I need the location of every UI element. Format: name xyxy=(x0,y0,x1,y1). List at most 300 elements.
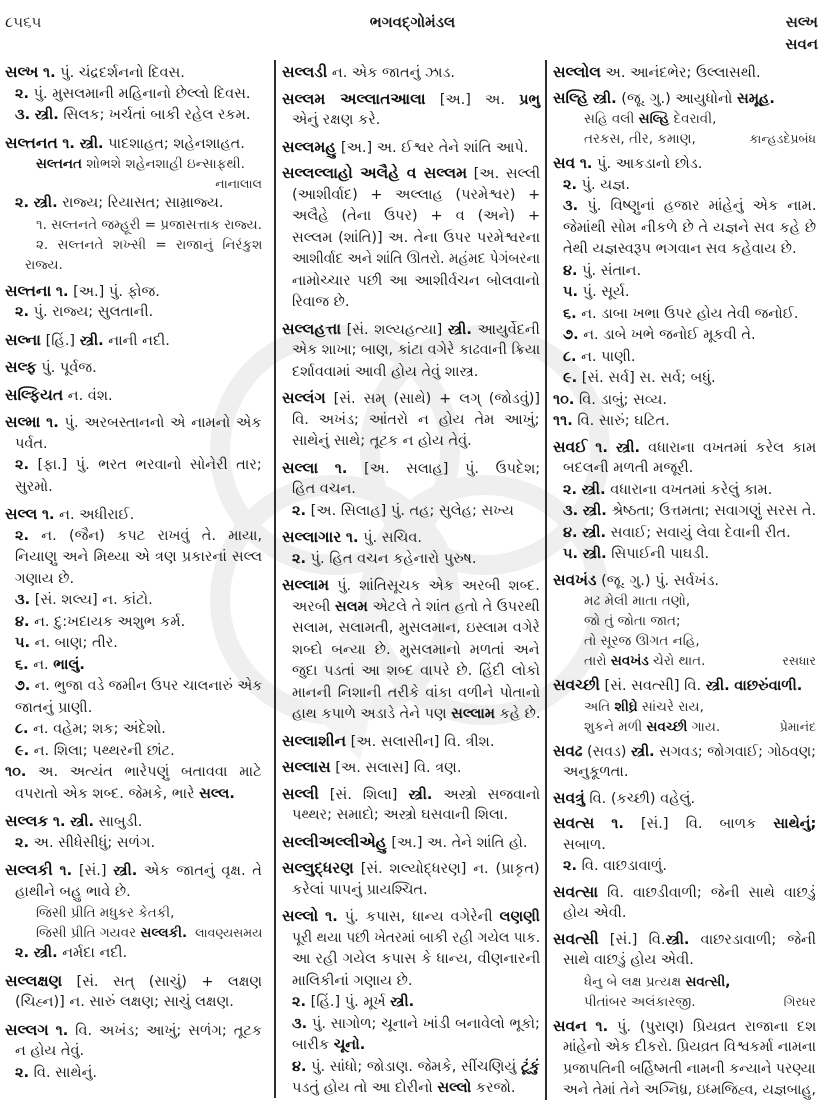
line-text xyxy=(282,527,422,550)
dictionary-entry xyxy=(282,784,540,827)
bold-text: સ્ત્રી. xyxy=(33,945,58,961)
text: જિસી પ્રીતિ ગયવર xyxy=(36,925,141,941)
line-text xyxy=(282,832,527,855)
text: ન. xyxy=(28,656,54,673)
line-text xyxy=(15,526,262,548)
line-text xyxy=(292,228,540,250)
bold-text: ૯. xyxy=(563,370,578,386)
sense-line xyxy=(5,676,262,698)
line-text xyxy=(292,362,478,384)
bold-text: સ્ત્રી. xyxy=(582,524,607,541)
text: સાબુડી. xyxy=(94,814,143,830)
text: દેવરાવી, xyxy=(669,111,717,127)
text: [અ.] અ. તેને શાંતિ હો. xyxy=(391,834,528,851)
column-divider xyxy=(274,60,276,1098)
entry-headline xyxy=(282,784,540,806)
quotation-line xyxy=(553,651,816,671)
headword: સલ્લી xyxy=(282,784,319,803)
text: [અ. સલાસ] વિ. ત્રણ. xyxy=(335,760,462,776)
bold-text: સ્ત્રી. xyxy=(631,743,655,760)
bold-text: ૨. xyxy=(15,85,30,102)
line-text xyxy=(563,304,799,326)
dictionary-entry xyxy=(5,860,262,965)
quotation-line xyxy=(5,903,262,923)
continuation-line xyxy=(5,434,262,456)
line-text xyxy=(15,105,251,127)
line-text xyxy=(553,62,761,85)
line-text xyxy=(292,1014,540,1036)
bold-text: ૨. xyxy=(15,304,30,320)
dictionary-entry xyxy=(553,88,816,150)
text: અને તેમાં તેને અગ્નિધ્ર, ઇધ્મજિહ્વ, યજ્ઞબાહુ, xyxy=(563,1082,816,1098)
dictionary-entry xyxy=(5,1020,262,1085)
quotation-line xyxy=(553,611,816,631)
dictionary-entry xyxy=(553,153,816,433)
entry-headline xyxy=(282,832,540,854)
headword: સલ્લાસ xyxy=(282,758,331,776)
bold-text: સવખંડ xyxy=(610,653,649,669)
bold-text: ૪. xyxy=(563,262,578,279)
line-text xyxy=(563,856,667,878)
text: પું. હિત વચન કહેનારો પુરુષ. xyxy=(306,550,477,567)
bold-text: સ્ત્રી. xyxy=(582,503,607,519)
continuation-line xyxy=(282,704,540,726)
continuation-line xyxy=(282,661,540,683)
line-text xyxy=(292,110,380,132)
bold-text: ૧. xyxy=(59,863,73,879)
line-text xyxy=(292,410,540,432)
sense-line xyxy=(553,411,816,433)
text: અ. આનંદભેર; ઉલ્લાસથી. xyxy=(605,65,761,81)
text: વધારાના વખતમાં કરેલું કામ. xyxy=(605,481,773,498)
column-3 xyxy=(553,62,816,1102)
line-text xyxy=(15,882,131,904)
bold-text: ૩. xyxy=(563,503,579,519)
sense-line xyxy=(5,302,262,324)
quotation-source: કાન્હડદેપ્રબંધ xyxy=(749,131,816,146)
headword: સવત્સા xyxy=(553,882,599,901)
continuation-line xyxy=(282,618,540,640)
text: અતિ xyxy=(584,698,615,715)
bold-text: ૭. xyxy=(15,678,31,694)
sense-line xyxy=(553,501,816,523)
bold-text: ૮. xyxy=(563,348,577,365)
sense-line xyxy=(5,633,262,655)
line-text xyxy=(553,570,719,593)
text: આયુર્વેદની xyxy=(471,321,540,338)
text: વિ. સારું; ઘટિત. xyxy=(572,413,670,429)
headword: સવખંડ xyxy=(553,570,597,589)
sense-line xyxy=(282,501,540,523)
headword: સવત્સ xyxy=(553,814,595,832)
headword: સલ્તનત xyxy=(5,133,58,152)
text: નામોચ્ચાર પછી આ આશીર્વચન બોલવાનો xyxy=(292,272,540,289)
text: ધેનુ બે લક્ષ પ્રત્યક્ષ xyxy=(584,973,686,990)
entry-headline xyxy=(5,1020,262,1042)
line-text xyxy=(563,1059,816,1081)
bold-text: સલ્લો xyxy=(437,1080,472,1096)
bold-text: ૨. xyxy=(563,176,578,193)
bold-text: ૫. xyxy=(563,284,579,300)
sense-line xyxy=(5,193,262,215)
text: સુરમો. xyxy=(15,478,53,495)
text: એક શાખા; બાણ, કાંટા વગેરે કાઢવાની ક્રિયા xyxy=(292,342,541,358)
continuation-line xyxy=(553,1059,816,1081)
continuation-line xyxy=(282,110,540,132)
dictionary-entry xyxy=(5,811,262,854)
text: સાંચરે રાય, xyxy=(637,698,704,715)
sense-line xyxy=(5,741,262,763)
entry-headline xyxy=(5,860,262,882)
headword: સલ્લંગ xyxy=(282,389,326,407)
bold-text: સ્ત્રી. xyxy=(33,195,58,211)
entry-headline xyxy=(5,385,262,407)
text: સાથેનું સાથે; તૂટક ન હોય તેવું. xyxy=(292,433,472,449)
text: સિલક; ખર્ચતાં બાકી રહેલ રકમ. xyxy=(58,107,251,123)
bold-text: સ્ત્રી. xyxy=(79,135,104,152)
bold-text: સ્ત્રી. xyxy=(705,678,730,694)
text: ન. ભુજા વડે જમીન ઉપર ચાલનારું એક xyxy=(30,678,263,694)
quotation-source: પ્રેમાનંદ xyxy=(779,718,816,734)
entry-headline xyxy=(282,62,540,84)
sense-line xyxy=(553,347,816,369)
text: બારીક xyxy=(292,1037,334,1053)
continuation-line xyxy=(282,249,540,271)
text: ન. ડાબે ખભે જનોઈ મૂકવી તે. xyxy=(578,327,756,343)
bold-text: ૧. xyxy=(42,65,56,81)
continuation-line xyxy=(282,971,540,993)
line-text xyxy=(553,882,816,905)
bold-text: ૨. xyxy=(292,502,307,519)
dictionary-entry xyxy=(282,858,540,901)
line-text xyxy=(292,597,540,619)
text: વિ. અખંડ; આખું; સળંગ; તૂટક xyxy=(68,1022,262,1039)
text: સહિ વલી xyxy=(584,111,639,127)
line-text xyxy=(563,368,716,390)
column-2 xyxy=(282,62,540,1100)
line-text xyxy=(553,437,816,460)
dictionary-entry xyxy=(553,1016,816,1102)
text: [અ. સલાહ] પું. ઉપદેશ; xyxy=(347,460,541,477)
line-text xyxy=(292,992,414,1014)
bold-text: ૫. xyxy=(15,635,31,651)
line-text xyxy=(36,903,174,923)
line-text xyxy=(292,880,428,902)
continuation-line xyxy=(282,206,540,228)
continuation-line xyxy=(5,882,262,904)
line-text xyxy=(563,239,797,261)
line-text xyxy=(553,390,667,412)
dictionary-entry xyxy=(5,330,262,352)
bold-text: ૧૧. xyxy=(553,413,573,429)
continuation-line xyxy=(282,880,540,902)
continuation-line xyxy=(5,569,262,591)
entry-headline xyxy=(553,929,816,951)
line-text xyxy=(292,1078,516,1100)
guide-word-last: સવન xyxy=(785,35,818,53)
line-text xyxy=(5,860,262,883)
bold-text: ૨. xyxy=(15,457,30,473)
line-text xyxy=(553,88,775,111)
quotation-line xyxy=(553,631,816,651)
line-text xyxy=(282,388,540,411)
line-text xyxy=(584,129,696,149)
text: પું. સૂર્ય. xyxy=(578,284,630,300)
text: માલિકીનાં ગણાય છે. xyxy=(292,972,413,989)
entry-headline xyxy=(282,731,540,753)
headword: સવઈ xyxy=(553,437,588,456)
entry-headline xyxy=(5,971,262,993)
headword: સલ્લક xyxy=(5,812,49,830)
bold-text: સ્ત્રી. xyxy=(79,332,104,349)
line-text xyxy=(584,631,700,651)
text: ૧. સલ્તનતે જમ્હૂરી = પ્રજાસત્તાક રાજ્ય. xyxy=(36,216,262,233)
sense-line xyxy=(5,943,262,965)
entry-headline xyxy=(553,813,816,835)
bold-text: ૪. xyxy=(563,524,578,541)
line-text xyxy=(15,719,166,741)
headword: સલ્લા xyxy=(282,458,319,477)
line-text xyxy=(292,185,540,207)
text: [સં. સર્વ] સ. સર્વ; બધું. xyxy=(577,370,716,386)
continuation-line xyxy=(282,928,540,950)
bold-text: સલ્લ. xyxy=(199,785,235,802)
text: શોભશે શહેનશાહી ઇન્સાફથી. xyxy=(81,156,245,172)
continuation-line xyxy=(553,903,816,925)
continuation-line xyxy=(282,949,540,971)
text: ચેરો થાત. xyxy=(648,653,706,669)
line-text xyxy=(292,805,508,827)
line-text xyxy=(282,319,540,342)
text: [સં. શલ્યહત્યા] xyxy=(346,321,448,338)
line-text xyxy=(282,137,528,160)
continuation-line xyxy=(5,992,262,1014)
sense-line xyxy=(5,655,262,677)
line-text xyxy=(292,292,350,314)
text: અ. સીધેસીધું; સળંગ. xyxy=(29,834,156,851)
text: (જૂ. ગુ.) આયુધોનો xyxy=(616,90,738,107)
line-text xyxy=(292,1057,540,1079)
text: રિવાજ છે. xyxy=(292,294,350,310)
text: તો સૂરજ ઊગત નહિ, xyxy=(584,633,700,649)
entry-headline xyxy=(282,388,540,410)
line-text xyxy=(292,661,540,683)
bold-text: ટૂંકું xyxy=(520,1058,540,1075)
line-text xyxy=(553,411,670,433)
line-text xyxy=(282,906,540,929)
bold-text: સવત્સી, xyxy=(685,973,731,990)
text: [સં. સમ્ (સાથે) + લગ્ (જોડવું)] xyxy=(333,391,541,407)
text: [સં.] વિ. બાળક xyxy=(623,816,774,832)
bold-text: ૧. xyxy=(325,909,338,925)
line-text xyxy=(563,501,816,523)
dictionary-entry xyxy=(553,570,816,672)
line-text xyxy=(563,196,816,218)
quotation-line xyxy=(553,717,816,737)
dictionary-entry xyxy=(553,929,816,1012)
text: પું. ચંદ્રદર્શનનો દિવસ. xyxy=(55,65,185,81)
line-text xyxy=(584,992,696,1012)
headword: સલ્ખ xyxy=(5,63,39,81)
bold-text: ૪. xyxy=(15,613,30,630)
line-text xyxy=(15,193,223,215)
line-text xyxy=(563,458,693,480)
entry-headline xyxy=(553,62,816,84)
text: હાથ કપાળે અડાડે તેને પણ xyxy=(292,706,452,722)
column-divider xyxy=(545,60,547,1100)
sense-line xyxy=(5,526,262,548)
text: ન. દુ:ખદાયક અશુભ કર્મ. xyxy=(29,613,186,630)
bold-text: ૧. xyxy=(41,507,55,523)
line-text xyxy=(5,281,160,304)
continuation-line xyxy=(282,479,540,501)
dictionary-entry xyxy=(282,575,540,726)
text: સગવડ; જોગવાઈ; ગોઠવણ; xyxy=(654,743,816,760)
entry-headline xyxy=(282,89,540,111)
line-text xyxy=(584,651,705,671)
headword: સલ્લોલ xyxy=(553,63,601,81)
headword: સલ્લ xyxy=(5,505,38,523)
line-text xyxy=(553,788,695,811)
text: એટલે તે શાંત હતો તે ઉપરથી xyxy=(367,598,540,615)
text: [ફા.] પું. ભરત ભરવાનો સોનેરી તાર; xyxy=(29,457,262,473)
text: પું. આકડાનો છોડ. xyxy=(592,156,703,172)
sense-line xyxy=(5,590,262,612)
bold-text: સ્ત્રી. xyxy=(390,994,415,1010)
entry-headline xyxy=(553,675,816,697)
text: પ્રજાપતિની બર્હિષ્મતી નામની કન્યાને પરણ્યા xyxy=(563,1060,816,1077)
bold-text: ૨. xyxy=(15,195,30,211)
text: અનુકૂળતા. xyxy=(563,764,629,780)
text: દર્શાવવામાં આવી હોય તેવું શાસ્ત્ર. xyxy=(292,363,479,380)
text: ન. શિલા; પથ્થરની છાંટ. xyxy=(29,742,175,759)
sense-line xyxy=(553,325,816,347)
text: પું. શાંતિસૂચક એક અરબી શબ્દ. xyxy=(337,578,540,594)
line-text xyxy=(553,929,816,952)
line-text xyxy=(5,762,262,784)
sense-line xyxy=(553,523,816,545)
quotation-line xyxy=(5,215,262,235)
quotation-source: લાવણ્યસમય xyxy=(195,925,263,940)
bold-text: ૧૦. xyxy=(553,391,575,408)
text: ન. (જૈન) કપટ રાખવું તે. માયા, xyxy=(29,527,263,544)
headword: સવત્સી xyxy=(553,929,599,948)
text: હિત વચન. xyxy=(292,481,356,497)
text: વિ. અખંડ; આંતરો ન હોય તેમ આખું; xyxy=(292,411,540,428)
text: ન. વહેમ; શક; અંદેશો. xyxy=(28,721,166,737)
sense-line xyxy=(5,612,262,634)
line-text xyxy=(292,949,540,971)
line-text xyxy=(563,835,606,857)
headword: સલ્લમ અલ્લાતઆલા xyxy=(282,89,426,108)
text: બદલની મળતી મજૂરી. xyxy=(563,460,694,476)
text: ૨. સલ્તનતે શખ્સી = રાજાનું નિરંકુશ xyxy=(36,236,263,253)
bold-text: વાછરુંવાળી. xyxy=(734,678,803,694)
dictionary-entry xyxy=(553,788,816,810)
text: પું. સાંધો; જોડાણ. જેમકે, સીંચણિયું xyxy=(306,1058,521,1075)
text: તરકસ, તીર, કમાણ, xyxy=(584,131,696,147)
text: વિ. ડાબું; સવ્ય. xyxy=(574,391,667,408)
text: (ચિહ્ન)] ન. સારું લક્ષણ; સાચું લક્ષણ. xyxy=(15,994,234,1010)
quotation-line xyxy=(5,255,262,275)
text: ન. એક જાતનું ઝાડ. xyxy=(331,65,455,81)
text: સબાળ. xyxy=(563,836,606,853)
text: નાની નદી. xyxy=(103,332,170,349)
entry-headline xyxy=(553,153,816,175)
entry-headline xyxy=(282,906,540,928)
continuation-line xyxy=(282,185,540,207)
entry-headline xyxy=(553,437,816,459)
text: પું. સંતાન. xyxy=(577,262,642,279)
text: [સં. શલ્ય] ન. કાંટો. xyxy=(30,592,153,608)
line-text xyxy=(15,741,175,763)
text: એનું રક્ષણ કરે. xyxy=(292,112,381,128)
bold-text: ૩. xyxy=(15,592,31,608)
bold-text: ૨. xyxy=(563,858,578,874)
dictionary-entry xyxy=(5,357,262,379)
entry-headline xyxy=(282,137,540,159)
line-text xyxy=(292,971,412,993)
continuation-line xyxy=(553,835,816,857)
text: શુકને મળી xyxy=(584,718,647,735)
line-text xyxy=(584,611,681,631)
bold-text: ૨. xyxy=(15,834,30,851)
continuation-line xyxy=(282,228,540,250)
headword: સવન xyxy=(553,1016,587,1035)
continuation-line xyxy=(553,239,816,261)
bold-text: સલ્તનત xyxy=(36,156,82,172)
text: ન હોય તેવું. xyxy=(15,1043,85,1059)
text: નર્મદા નદી. xyxy=(57,945,128,961)
text: વપરાતો એક શબ્દ. જેમકે, ભારે xyxy=(15,785,200,802)
headword: સલ્લામ xyxy=(282,576,330,594)
entry-headline xyxy=(5,281,262,303)
text: આ રહી ગયેલ કપાસ કે ધાન્ય, વીણનારની xyxy=(292,951,541,967)
line-text xyxy=(5,1020,262,1043)
bold-text: સાથેનું; xyxy=(773,816,817,832)
line-text xyxy=(282,858,540,881)
text: આશીર્વાદ અને શાંતિ ઊતરો. મહંમદ પેગંબરના xyxy=(292,251,540,267)
text: નિયાણુ અને મિથ્યા એ ત્રણ પ્રકારનાં સલ્લ xyxy=(15,549,263,565)
text: મઢ મેલી માતા તણો, xyxy=(584,593,691,609)
headword: સલ્હિ xyxy=(553,88,589,107)
text: કરેલાં પાપનું પ્રાયશ્ચિત. xyxy=(292,881,428,898)
sense-line xyxy=(5,719,262,741)
text: પું. સચિવ. xyxy=(358,530,423,546)
line-text xyxy=(292,501,514,523)
sense-line xyxy=(553,368,816,390)
bold-text: સ્ત્રી. xyxy=(34,107,59,123)
bold-text: ૧. xyxy=(334,460,348,477)
text: વિ. (કચ્છી) વહેલું. xyxy=(589,790,696,807)
bold-text: પ્રભુ xyxy=(519,91,541,108)
quotation-source: ગિરધર xyxy=(783,993,816,1009)
line-text xyxy=(5,357,97,380)
entry-headline xyxy=(553,882,816,904)
text: માનની નિશાની તરીકે વાંકા વળીને પોતાનો xyxy=(292,684,541,701)
quotation-source: રસધાર xyxy=(782,653,816,668)
sense-line xyxy=(5,762,262,784)
headword: સલ્ફિયત xyxy=(5,385,64,404)
line-text xyxy=(553,1016,816,1039)
continuation-line xyxy=(553,458,816,480)
line-text xyxy=(563,1080,816,1102)
bold-text: ૬. xyxy=(563,305,577,322)
sense-line xyxy=(553,390,816,412)
text: શ્રેષ્ઠતા; ઉત્તમતા; સવાગણું સરસ તે. xyxy=(606,503,817,519)
quotation-line xyxy=(553,972,816,992)
text: [સં. સવત્સી] વિ. xyxy=(604,678,706,694)
